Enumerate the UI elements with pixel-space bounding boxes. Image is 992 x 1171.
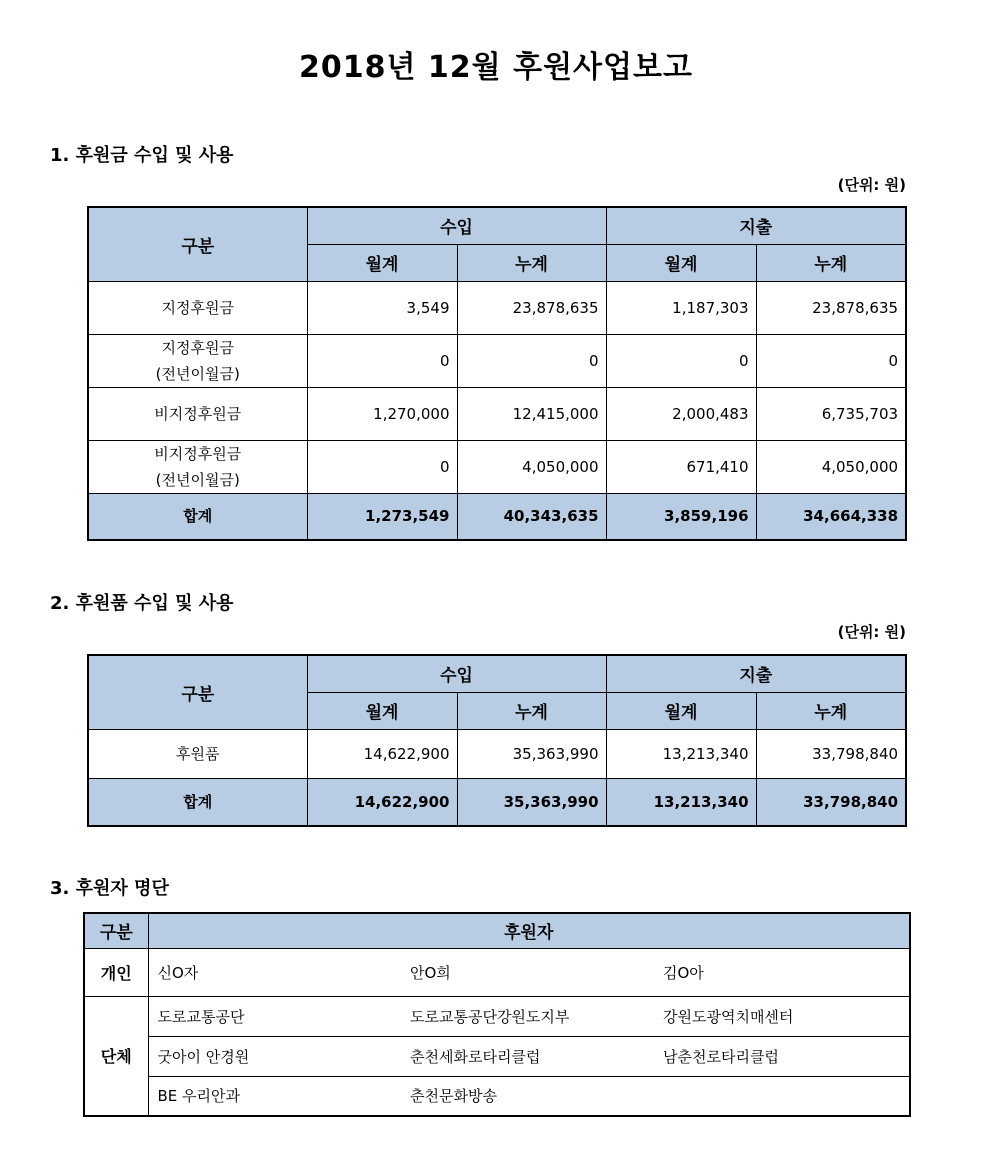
table-row (88, 729, 906, 778)
donor-name: 춘천세화로타리클럽 (401, 1036, 654, 1076)
expense-monthly-value: 0 (606, 334, 756, 387)
list-item (84, 948, 910, 996)
expense-monthly-value: 2,000,483 (606, 387, 756, 440)
row-label: 지정후원금 (88, 281, 307, 334)
expense-cumulative-value: 6,735,703 (756, 387, 906, 440)
header-category: 구분 (88, 655, 307, 729)
header-expense-cumulative: 누계 (756, 244, 906, 281)
expense-monthly-value: 1,187,303 (606, 281, 756, 334)
donor-name (654, 1076, 910, 1116)
income-monthly-value: 1,270,000 (307, 387, 457, 440)
header-category: 구분 (88, 207, 307, 281)
header-income-monthly: 월계 (307, 692, 457, 729)
header-income: 수입 (307, 207, 606, 244)
header-donor: 후원자 (148, 913, 910, 948)
header-expense-monthly: 월계 (606, 244, 756, 281)
donor-name: 안O희 (401, 948, 654, 996)
total-expense-cumulative: 33,798,840 (756, 778, 906, 826)
expense-monthly-value: 671,410 (606, 440, 756, 493)
income-monthly-value: 14,622,900 (307, 729, 457, 778)
list-item (84, 1036, 910, 1076)
header-expense: 지출 (606, 207, 906, 244)
expense-cumulative-value: 23,878,635 (756, 281, 906, 334)
expense-cumulative-value: 0 (756, 334, 906, 387)
income-cumulative-value: 0 (457, 334, 606, 387)
page-title: 2018년 12월 후원사업보고 (299, 50, 693, 85)
row-label: 비지정후원금 (전년이월금) (88, 440, 307, 493)
total-label: 합계 (88, 493, 307, 540)
row-label: 비지정후원금 (88, 387, 307, 440)
section1-heading: 1. 후원금 수입 및 사용 (50, 145, 234, 166)
total-expense-cumulative: 34,664,338 (756, 493, 906, 540)
header-income: 수입 (307, 655, 606, 692)
total-income-cumulative: 40,343,635 (457, 493, 606, 540)
total-expense-monthly: 3,859,196 (606, 493, 756, 540)
total-expense-monthly: 13,213,340 (606, 778, 756, 826)
header-expense: 지출 (606, 655, 906, 692)
header-income-monthly: 월계 (307, 244, 457, 281)
total-income-cumulative: 35,363,990 (457, 778, 606, 826)
income-monthly-value: 3,549 (307, 281, 457, 334)
header-expense-monthly: 월계 (606, 692, 756, 729)
donor-name: 김O아 (654, 948, 910, 996)
total-label: 합계 (88, 778, 307, 826)
income-cumulative-value: 23,878,635 (457, 281, 606, 334)
category-group: 단체 (84, 996, 148, 1116)
header-income-cumulative: 누계 (457, 244, 606, 281)
table-row (88, 281, 906, 334)
income-cumulative-value: 4,050,000 (457, 440, 606, 493)
donor-name: 도로교통공단 (148, 996, 401, 1036)
income-cumulative-value: 35,363,990 (457, 729, 606, 778)
header-category: 구분 (84, 913, 148, 948)
expense-cumulative-value: 33,798,840 (756, 729, 906, 778)
list-item (84, 1076, 910, 1116)
donor-name: 남춘천로타리클럽 (654, 1036, 910, 1076)
donation-goods-table (87, 654, 907, 827)
income-monthly-value: 0 (307, 440, 457, 493)
donor-name: BE 우리안과 (157, 1087, 240, 1106)
total-income-monthly: 1,273,549 (307, 493, 457, 540)
table-row (88, 440, 906, 493)
income-cumulative-value: 12,415,000 (457, 387, 606, 440)
table-row (88, 334, 906, 387)
section2-unit: (단위: 원) (837, 623, 906, 641)
row-label: 지정후원금 (전년이월금) (88, 334, 307, 387)
income-monthly-value: 0 (307, 334, 457, 387)
donor-name: 강원도광역치매센터 (654, 996, 910, 1036)
total-row (88, 493, 906, 540)
table-row (88, 387, 906, 440)
donor-name: 도로교통공단강원도지부 (401, 996, 654, 1036)
section2-heading: 2. 후원품 수입 및 사용 (50, 593, 234, 614)
donor-name: 춘천문화방송 (410, 1087, 497, 1106)
section3-heading: 3. 후원자 명단 (50, 878, 169, 899)
total-income-monthly: 14,622,900 (307, 778, 457, 826)
category-individual: 개인 (84, 948, 148, 996)
expense-cumulative-value: 4,050,000 (756, 440, 906, 493)
donor-name: 굿아이 안경원 (148, 1036, 401, 1076)
total-row (88, 778, 906, 826)
row-label: 후원품 (88, 729, 307, 778)
header-income-cumulative: 누계 (457, 692, 606, 729)
donation-money-table (87, 206, 907, 541)
donor-list-table (83, 912, 911, 1117)
header-expense-cumulative: 누계 (756, 692, 906, 729)
expense-monthly-value: 13,213,340 (606, 729, 756, 778)
list-item (84, 996, 910, 1036)
section1-unit: (단위: 원) (837, 176, 906, 194)
donor-name: 신O자 (148, 948, 401, 996)
